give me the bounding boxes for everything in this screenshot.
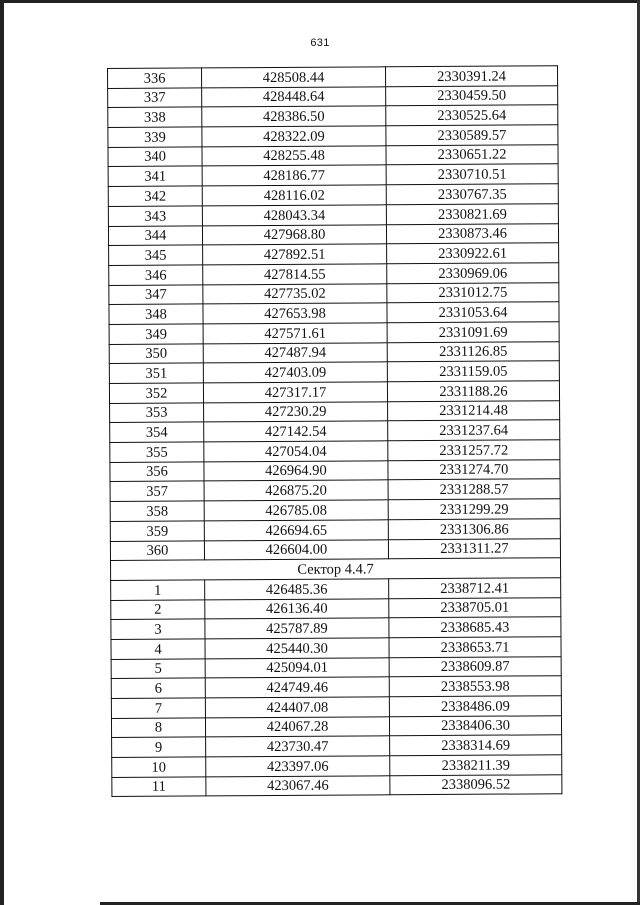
y-coordinate-cell: 2338712.41 [389, 578, 561, 599]
x-coordinate-cell: 424749.46 [205, 677, 389, 698]
y-coordinate-cell: 2338685.43 [389, 617, 561, 638]
x-coordinate-cell: 427487.94 [203, 342, 387, 363]
x-coordinate-cell: 427968.80 [202, 224, 386, 245]
point-number-cell: 344 [108, 225, 202, 245]
point-number-cell: 352 [109, 383, 203, 403]
point-number-cell: 343 [108, 206, 202, 226]
table-row [109, 263, 559, 285]
scan-edge-top [0, 0, 640, 3]
x-coordinate-cell: 427653.98 [203, 303, 387, 324]
table-row [110, 440, 560, 462]
x-coordinate-cell: 427735.02 [203, 283, 387, 304]
y-coordinate-cell: 2331288.57 [388, 479, 560, 500]
y-coordinate-cell: 2331091.69 [387, 322, 559, 343]
y-coordinate-cell: 2330922.61 [387, 243, 559, 264]
point-number-cell: 7 [111, 698, 205, 718]
x-coordinate-cell: 423397.06 [206, 756, 390, 777]
table-row [108, 164, 558, 186]
y-coordinate-cell: 2330459.50 [386, 85, 558, 106]
y-coordinate-cell: 2338314.69 [390, 735, 562, 756]
x-coordinate-cell: 425787.89 [205, 618, 389, 639]
point-number-cell: 341 [108, 166, 202, 186]
table-row [109, 302, 559, 324]
point-number-cell: 8 [111, 718, 205, 738]
y-coordinate-cell: 2330767.35 [386, 184, 558, 205]
x-coordinate-cell: 423067.46 [206, 776, 390, 797]
x-coordinate-cell: 425440.30 [205, 638, 389, 659]
x-coordinate-cell: 426785.08 [204, 500, 388, 521]
table-row [111, 578, 561, 600]
point-number-cell: 1 [111, 580, 205, 600]
x-coordinate-cell: 428386.50 [202, 106, 386, 127]
point-number-cell: 354 [110, 422, 204, 442]
table-row [109, 322, 559, 344]
table-row [108, 144, 558, 166]
y-coordinate-cell: 2338211.39 [390, 755, 562, 776]
point-number-cell: 337 [108, 88, 202, 108]
point-number-cell: 351 [109, 363, 203, 383]
table-row [110, 538, 560, 560]
point-number-cell: 339 [108, 127, 202, 147]
table-row [111, 656, 561, 678]
table-row [112, 774, 562, 796]
table-row [108, 125, 558, 147]
x-coordinate-cell: 426485.36 [205, 579, 389, 600]
table-row [112, 755, 562, 777]
table-row [111, 617, 561, 639]
y-coordinate-cell: 2330821.69 [386, 204, 558, 225]
x-coordinate-cell: 427142.54 [204, 421, 388, 442]
point-number-cell: 9 [112, 737, 206, 757]
table-row [110, 499, 560, 521]
x-coordinate-cell: 428186.77 [202, 165, 386, 186]
point-number-cell: 360 [110, 540, 204, 560]
point-number-cell: 355 [110, 442, 204, 462]
y-coordinate-cell: 2338406.30 [389, 715, 561, 736]
y-coordinate-cell: 2331159.05 [387, 361, 559, 382]
x-coordinate-cell: 428448.64 [202, 86, 386, 107]
x-coordinate-cell: 427054.04 [204, 441, 388, 462]
table-row [109, 341, 559, 363]
x-coordinate-cell: 426604.00 [204, 539, 388, 560]
table-row [111, 676, 561, 698]
x-coordinate-cell: 424407.08 [205, 697, 389, 718]
x-coordinate-cell: 424067.28 [205, 716, 389, 737]
y-coordinate-cell: 2331257.72 [388, 440, 560, 461]
y-coordinate-cell: 2331306.86 [388, 519, 560, 540]
table-row [108, 184, 558, 206]
section-title: Сектор 4.4.7 [111, 558, 561, 580]
table-row [108, 85, 558, 107]
page-number: 631 [310, 37, 330, 49]
y-coordinate-cell: 2338553.98 [389, 676, 561, 697]
point-number-cell: 2 [111, 599, 205, 619]
point-number-cell: 350 [109, 344, 203, 364]
x-coordinate-cell: 427317.17 [203, 382, 387, 403]
point-number-cell: 345 [109, 245, 203, 265]
y-coordinate-cell: 2338653.71 [389, 637, 561, 658]
y-coordinate-cell: 2330391.24 [385, 66, 557, 87]
point-number-cell: 357 [110, 481, 204, 501]
x-coordinate-cell: 428043.34 [202, 205, 386, 226]
point-number-cell: 346 [109, 265, 203, 285]
point-number-cell: 10 [112, 757, 206, 777]
x-coordinate-cell: 427892.51 [203, 244, 387, 265]
point-number-cell: 4 [111, 639, 205, 659]
x-coordinate-cell: 427814.55 [203, 264, 387, 285]
table-row [109, 361, 559, 383]
table-row [108, 105, 558, 127]
point-number-cell: 353 [110, 403, 204, 423]
point-number-cell: 6 [111, 678, 205, 698]
y-coordinate-cell: 2331012.75 [387, 282, 559, 303]
y-coordinate-cell: 2330651.22 [386, 144, 558, 165]
table-row [111, 715, 561, 737]
table-row [110, 400, 560, 422]
point-number-cell: 342 [108, 186, 202, 206]
y-coordinate-cell: 2330525.64 [386, 105, 558, 126]
y-coordinate-cell: 2331214.48 [388, 400, 560, 421]
y-coordinate-cell: 2330873.46 [386, 223, 558, 244]
point-number-cell: 5 [111, 659, 205, 679]
y-coordinate-cell: 2331311.27 [388, 538, 560, 559]
table-row [111, 597, 561, 619]
point-number-cell: 11 [112, 777, 206, 797]
y-coordinate-cell: 2338486.09 [389, 696, 561, 717]
scan-edge-left [0, 0, 4, 905]
table-row [110, 519, 560, 541]
y-coordinate-cell: 2331274.70 [388, 459, 560, 480]
x-coordinate-cell: 427571.61 [203, 323, 387, 344]
y-coordinate-cell: 2330969.06 [387, 263, 559, 284]
y-coordinate-cell: 2338609.87 [389, 656, 561, 677]
y-coordinate-cell: 2331237.64 [388, 420, 560, 441]
y-coordinate-cell: 2331188.26 [387, 381, 559, 402]
x-coordinate-cell: 426875.20 [204, 480, 388, 501]
point-number-cell: 3 [111, 619, 205, 639]
point-number-cell: 347 [109, 284, 203, 304]
x-coordinate-cell: 426964.90 [204, 461, 388, 482]
coordinates-table [107, 65, 562, 797]
x-coordinate-cell: 428255.48 [202, 146, 386, 167]
table-row [108, 223, 558, 245]
x-coordinate-cell: 427230.29 [204, 401, 388, 422]
x-coordinate-cell: 428508.44 [202, 67, 386, 88]
point-number-cell: 336 [108, 68, 202, 88]
table-row [112, 735, 562, 757]
x-coordinate-cell: 428116.02 [202, 185, 386, 206]
table-row [110, 420, 560, 442]
point-number-cell: 359 [110, 521, 204, 541]
y-coordinate-cell: 2331299.29 [388, 499, 560, 520]
x-coordinate-cell: 423730.47 [206, 736, 390, 757]
table-row [111, 696, 561, 718]
point-number-cell: 358 [110, 501, 204, 521]
table-row [109, 282, 559, 304]
coordinates-table-body [108, 66, 562, 797]
table-row [109, 243, 559, 265]
x-coordinate-cell: 426136.40 [205, 598, 389, 619]
point-number-cell: 348 [109, 304, 203, 324]
table-row [110, 479, 560, 501]
x-coordinate-cell: 428322.09 [202, 126, 386, 147]
x-coordinate-cell: 427403.09 [203, 362, 387, 383]
x-coordinate-cell: 425094.01 [205, 657, 389, 678]
y-coordinate-cell: 2338096.52 [390, 774, 562, 795]
table-row [108, 66, 558, 88]
point-number-cell: 356 [110, 462, 204, 482]
y-coordinate-cell: 2331053.64 [387, 302, 559, 323]
point-number-cell: 340 [108, 147, 202, 167]
x-coordinate-cell: 426694.65 [204, 520, 388, 541]
y-coordinate-cell: 2330710.51 [386, 164, 558, 185]
y-coordinate-cell: 2330589.57 [386, 125, 558, 146]
table-row [110, 459, 560, 481]
point-number-cell: 338 [108, 107, 202, 127]
point-number-cell: 349 [109, 324, 203, 344]
section-row [111, 558, 561, 580]
y-coordinate-cell: 2331126.85 [387, 341, 559, 362]
table-row [111, 637, 561, 659]
y-coordinate-cell: 2338705.01 [389, 597, 561, 618]
table-row [109, 381, 559, 403]
table-row [108, 204, 558, 226]
